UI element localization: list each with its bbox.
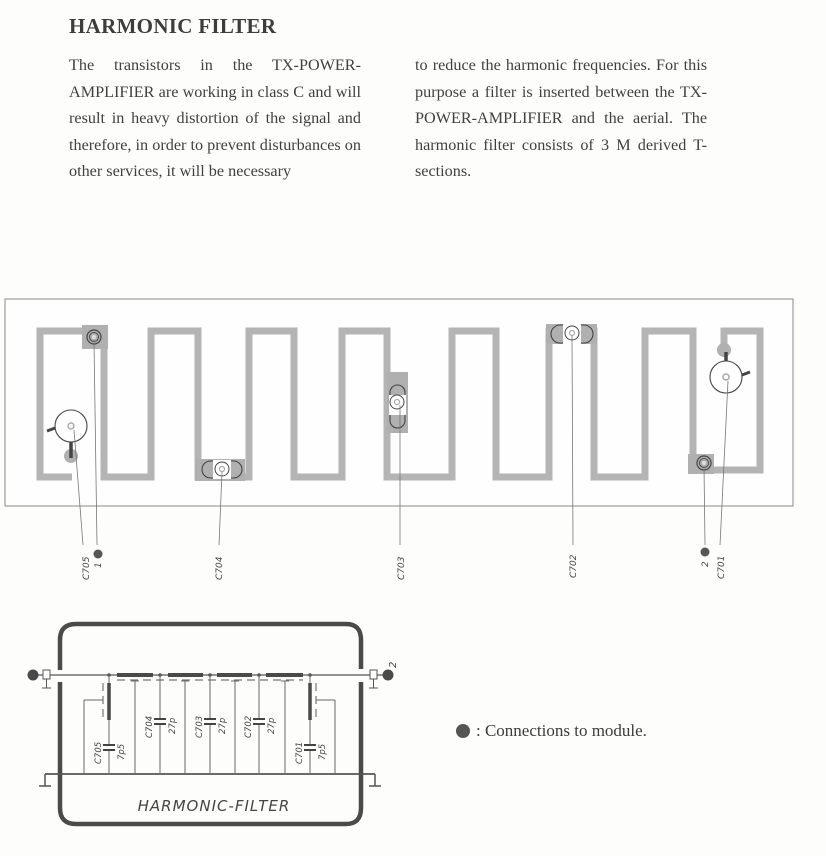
cap-ref-c701: C701 [295, 741, 305, 764]
connection-dot-icon [456, 724, 470, 738]
terminal-2-label: 2 [388, 661, 399, 668]
cap-value-c702: 27p [267, 717, 277, 734]
callout-1: 1 [94, 562, 104, 568]
callout-c705: C705 [82, 556, 92, 580]
cap-value-c704: 27p [168, 717, 178, 734]
capacitor-c703-ring [390, 395, 404, 409]
schematic-title: HARMONIC-FILTER [137, 797, 291, 815]
cap-ref-c702: C702 [244, 715, 254, 738]
pcb-pad-c701-lug [717, 343, 731, 357]
cap-value-c703: 27p [218, 717, 228, 734]
legend [456, 721, 647, 741]
schematic [28, 624, 400, 824]
cap-ref-c703: C703 [195, 715, 205, 738]
cap-ref-c704: C704 [145, 715, 155, 738]
pcb-layout [5, 299, 793, 580]
page-title: HARMONIC FILTER [69, 14, 277, 38]
connector-left-icon [43, 670, 50, 679]
cap-value-c701: 7p5 [318, 743, 328, 760]
body-paragraph-left: The transistors in the TX-POWER-AMPLIFIER are working in class C and will result in heavy distortion of the signal and therefore, in order to prevent disturbances on other services, it will be necessary [69, 56, 361, 180]
connector-left-ground [42, 679, 51, 688]
cap-value-c705: 7p5 [117, 743, 127, 760]
connection-dot-2 [701, 548, 710, 557]
connection-1-hole [92, 335, 96, 339]
connection-2-hole [702, 461, 706, 465]
trimmer-c705-body [55, 410, 87, 442]
cap-ref-c705: C705 [94, 741, 104, 764]
connector-right-icon [370, 670, 377, 679]
terminal-1-dot [28, 670, 39, 681]
connector-right-ground [369, 679, 378, 688]
legend-text: : Connections to module. [476, 721, 647, 740]
ground-left-icon [39, 774, 51, 786]
body-paragraph-right: to reduce the harmonic frequencies. For this purpose a filter is inserted between the TX-POWER-AMPLIFIER and the aerial. The harmonic filter consists of 3 M derived T-sections. [415, 56, 707, 180]
ground-right-icon [369, 774, 381, 786]
callout-2: 2 [701, 561, 711, 567]
callout-c703: C703 [397, 556, 407, 580]
callout-c702: C702 [569, 554, 579, 578]
callout-c701: C701 [717, 555, 727, 579]
connection-dot-1 [94, 550, 103, 559]
trimmer-c701-body [710, 361, 742, 393]
terminal-2-dot [383, 670, 394, 681]
callout-c704: C704 [215, 556, 225, 580]
